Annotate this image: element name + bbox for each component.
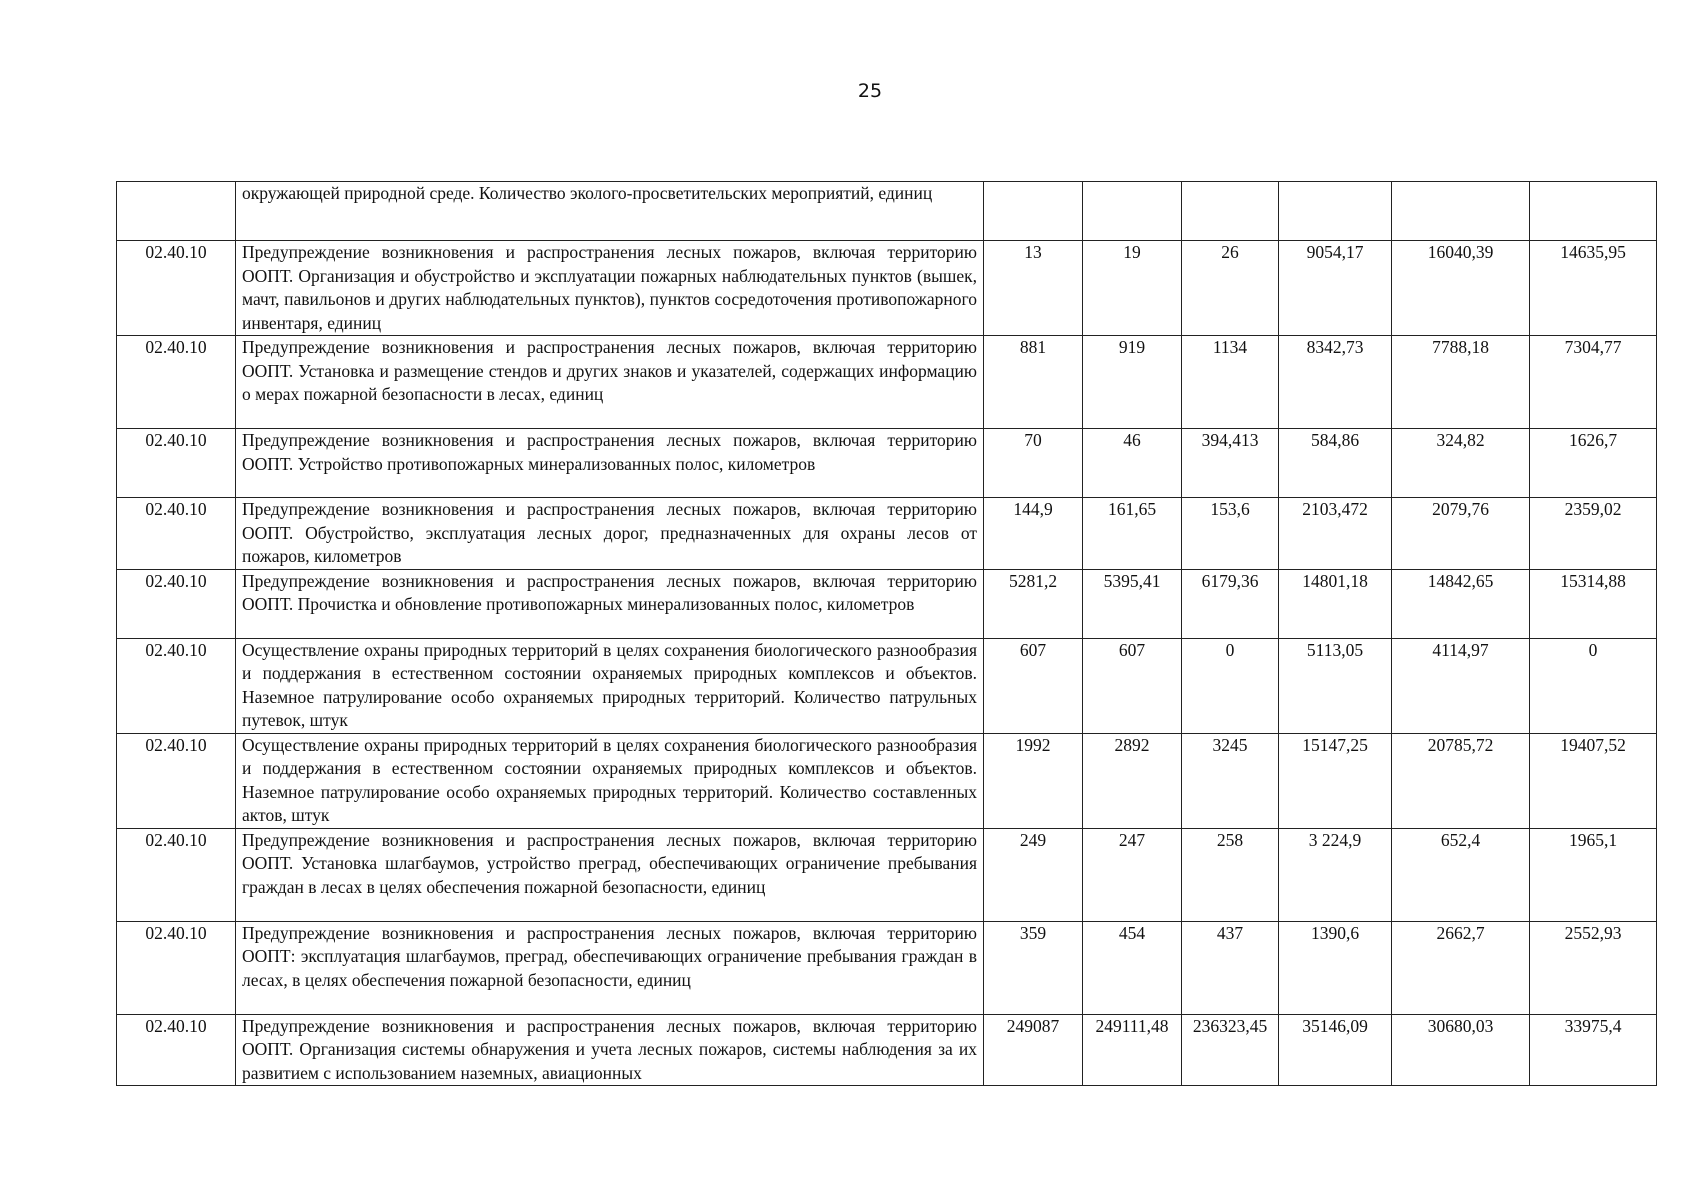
table-row bbox=[117, 733, 1657, 828]
value-cell-5: 20785,72 bbox=[1392, 733, 1530, 828]
value-cell-4: 3 224,9 bbox=[1279, 828, 1392, 921]
value-cell-4: 5113,05 bbox=[1279, 638, 1392, 733]
value-cell-2: 161,65 bbox=[1083, 498, 1182, 570]
page-number: 25 bbox=[857, 80, 883, 102]
description-cell: Предупреждение возникновения и распространения лесных пожаров, включая территорию ООПТ: эксплуатация шлагбаумов, преград, обеспечивающих ограничение пребывания граждан в лесах, в целях обеспечения пожарной безопасности, единиц bbox=[236, 921, 984, 1014]
description-cell: Предупреждение возникновения и распространения лесных пожаров, включая территорию ООПТ. Прочистка и обновление противопожарных минерализованных полос, километров bbox=[236, 569, 984, 638]
value-cell-3: 0 bbox=[1182, 638, 1279, 733]
value-cell-2: 607 bbox=[1083, 638, 1182, 733]
table-row bbox=[117, 498, 1657, 570]
code-cell: 02.40.10 bbox=[117, 733, 236, 828]
value-cell-2: 19 bbox=[1083, 241, 1182, 336]
value-cell-2: 247 bbox=[1083, 828, 1182, 921]
value-cell-6: 1626,7 bbox=[1530, 429, 1657, 498]
table-row bbox=[117, 569, 1657, 638]
code-cell: 02.40.10 bbox=[117, 241, 236, 336]
description-cell: Предупреждение возникновения и распространения лесных пожаров, включая территорию ООПТ. Устройство противопожарных минерализованных полос, километров bbox=[236, 429, 984, 498]
value-cell-3: 437 bbox=[1182, 921, 1279, 1014]
value-cell-5: 2079,76 bbox=[1392, 498, 1530, 570]
value-cell-3: 394,413 bbox=[1182, 429, 1279, 498]
value-cell-1: 359 bbox=[984, 921, 1083, 1014]
table-row bbox=[117, 429, 1657, 498]
value-cell-3 bbox=[1182, 182, 1279, 241]
value-cell-2 bbox=[1083, 182, 1182, 241]
code-cell: 02.40.10 bbox=[117, 336, 236, 429]
value-cell-2: 919 bbox=[1083, 336, 1182, 429]
description-cell: Осуществление охраны природных территорий в целях сохранения биологического разнообразия и поддержания в естественном состоянии охраняемых природных комплексов и объектов. Наземное патрулирование особо охраняемых природных территорий. Количество составленных актов, штук bbox=[236, 733, 984, 828]
value-cell-3: 6179,36 bbox=[1182, 569, 1279, 638]
value-cell-4: 8342,73 bbox=[1279, 336, 1392, 429]
value-cell-6: 2552,93 bbox=[1530, 921, 1657, 1014]
value-cell-5: 16040,39 bbox=[1392, 241, 1530, 336]
value-cell-6: 0 bbox=[1530, 638, 1657, 733]
table-row bbox=[117, 241, 1657, 336]
value-cell-3: 3245 bbox=[1182, 733, 1279, 828]
description-cell: Предупреждение возникновения и распространения лесных пожаров, включая территорию ООПТ. Установка и размещение стендов и других знаков и указателей, содержащих информацию о мерах пожарной безопасности в лесах, единиц bbox=[236, 336, 984, 429]
value-cell-4: 1390,6 bbox=[1279, 921, 1392, 1014]
value-cell-2: 46 bbox=[1083, 429, 1182, 498]
value-cell-1 bbox=[984, 182, 1083, 241]
value-cell-6: 33975,4 bbox=[1530, 1014, 1657, 1086]
code-cell: 02.40.10 bbox=[117, 569, 236, 638]
value-cell-3: 258 bbox=[1182, 828, 1279, 921]
value-cell-4: 584,86 bbox=[1279, 429, 1392, 498]
code-cell: 02.40.10 bbox=[117, 828, 236, 921]
value-cell-1: 144,9 bbox=[984, 498, 1083, 570]
value-cell-5: 30680,03 bbox=[1392, 1014, 1530, 1086]
value-cell-6: 2359,02 bbox=[1530, 498, 1657, 570]
value-cell-1: 881 bbox=[984, 336, 1083, 429]
value-cell-1: 5281,2 bbox=[984, 569, 1083, 638]
value-cell-4 bbox=[1279, 182, 1392, 241]
value-cell-5: 7788,18 bbox=[1392, 336, 1530, 429]
table-row bbox=[117, 921, 1657, 1014]
value-cell-3: 236323,45 bbox=[1182, 1014, 1279, 1086]
value-cell-4: 35146,09 bbox=[1279, 1014, 1392, 1086]
code-cell: 02.40.10 bbox=[117, 429, 236, 498]
value-cell-6 bbox=[1530, 182, 1657, 241]
description-cell: Осуществление охраны природных территорий в целях сохранения биологического разнообразия и поддержания в естественном состоянии охраняемых природных комплексов и объектов. Наземное патрулирование особо охраняемых природных территорий. Количество патрульных путевок, штук bbox=[236, 638, 984, 733]
value-cell-5: 2662,7 bbox=[1392, 921, 1530, 1014]
value-cell-1: 249087 bbox=[984, 1014, 1083, 1086]
value-cell-3: 26 bbox=[1182, 241, 1279, 336]
value-cell-1: 607 bbox=[984, 638, 1083, 733]
value-cell-3: 153,6 bbox=[1182, 498, 1279, 570]
value-cell-1: 13 bbox=[984, 241, 1083, 336]
value-cell-6: 14635,95 bbox=[1530, 241, 1657, 336]
code-cell: 02.40.10 bbox=[117, 638, 236, 733]
table-row bbox=[117, 336, 1657, 429]
value-cell-5: 4114,97 bbox=[1392, 638, 1530, 733]
description-cell: Предупреждение возникновения и распространения лесных пожаров, включая территорию ООПТ. Организация системы обнаружения и учета лесных пожаров, системы наблюдения за их развитием с использованием наземных, авиационных bbox=[236, 1014, 984, 1086]
value-cell-1: 249 bbox=[984, 828, 1083, 921]
description-cell: Предупреждение возникновения и распространения лесных пожаров, включая территорию ООПТ. Обустройство, эксплуатация лесных дорог, предназначенных для охраны лесов от пожаров, километров bbox=[236, 498, 984, 570]
description-cell: Предупреждение возникновения и распространения лесных пожаров, включая территорию ООПТ. Установка шлагбаумов, устройство преград, обеспечивающих ограничение пребывания граждан в лесах в целях обеспечения пожарной безопасности, единиц bbox=[236, 828, 984, 921]
code-cell: 02.40.10 bbox=[117, 498, 236, 570]
table-row bbox=[117, 1014, 1657, 1086]
value-cell-1: 70 bbox=[984, 429, 1083, 498]
value-cell-4: 15147,25 bbox=[1279, 733, 1392, 828]
value-cell-4: 14801,18 bbox=[1279, 569, 1392, 638]
value-cell-6: 15314,88 bbox=[1530, 569, 1657, 638]
value-cell-4: 9054,17 bbox=[1279, 241, 1392, 336]
value-cell-2: 454 bbox=[1083, 921, 1182, 1014]
value-cell-1: 1992 bbox=[984, 733, 1083, 828]
value-cell-5 bbox=[1392, 182, 1530, 241]
value-cell-5: 652,4 bbox=[1392, 828, 1530, 921]
description-cell: Предупреждение возникновения и распространения лесных пожаров, включая территорию ООПТ. Организация и обустройство и эксплуатации пожарных наблюдательных пунктов (вышек, мачт, павильонов и других наблюдательных пунктов), пунктов сосредоточения противопожарного инвентаря, единиц bbox=[236, 241, 984, 336]
value-cell-4: 2103,472 bbox=[1279, 498, 1392, 570]
code-cell: 02.40.10 bbox=[117, 1014, 236, 1086]
value-cell-2: 5395,41 bbox=[1083, 569, 1182, 638]
data-table bbox=[116, 181, 1657, 1086]
value-cell-2: 249111,48 bbox=[1083, 1014, 1182, 1086]
value-cell-5: 14842,65 bbox=[1392, 569, 1530, 638]
table-row bbox=[117, 182, 1657, 241]
value-cell-5: 324,82 bbox=[1392, 429, 1530, 498]
value-cell-6: 1965,1 bbox=[1530, 828, 1657, 921]
value-cell-2: 2892 bbox=[1083, 733, 1182, 828]
table-row bbox=[117, 828, 1657, 921]
description-cell: окружающей природной среде. Количество эколого-просветительских мероприятий, единиц bbox=[236, 182, 984, 241]
value-cell-6: 19407,52 bbox=[1530, 733, 1657, 828]
table-row bbox=[117, 638, 1657, 733]
code-cell: 02.40.10 bbox=[117, 921, 236, 1014]
table-body bbox=[117, 182, 1657, 1086]
value-cell-6: 7304,77 bbox=[1530, 336, 1657, 429]
value-cell-3: 1134 bbox=[1182, 336, 1279, 429]
code-cell bbox=[117, 182, 236, 241]
